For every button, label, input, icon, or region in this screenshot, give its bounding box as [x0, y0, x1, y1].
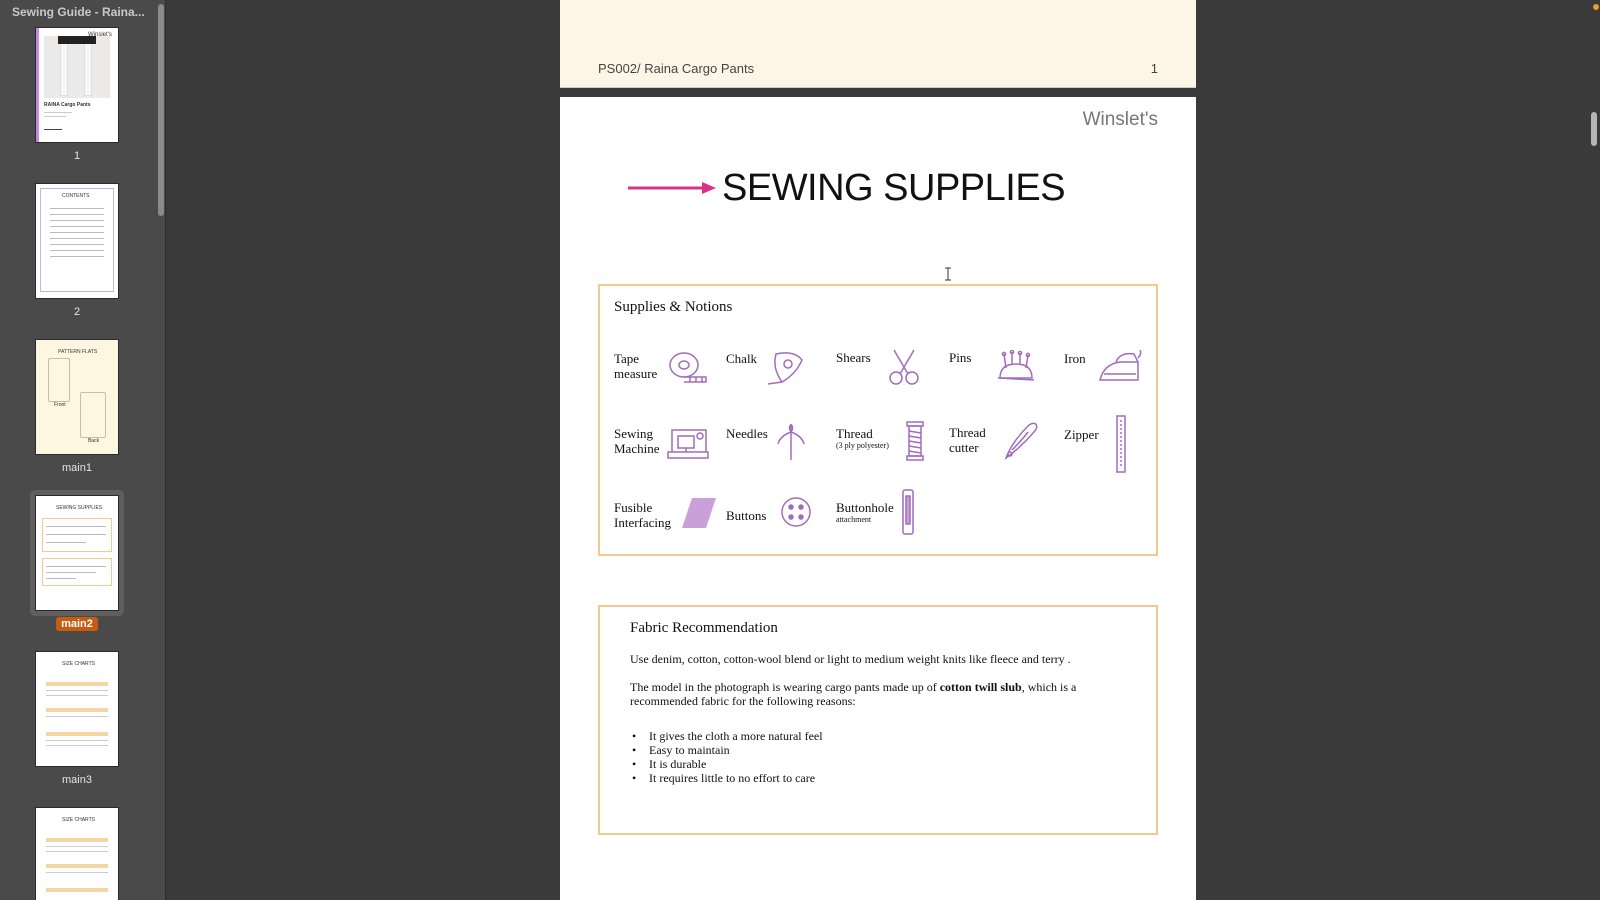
thumbnail-image: Winslet's RAINA Cargo Pants: [36, 28, 118, 142]
main-scroll-thumb[interactable]: [1591, 112, 1597, 146]
thumbnail-image: SIZE CHARTS: [36, 808, 118, 900]
sidebar-scrollbar[interactable]: [157, 0, 165, 900]
iron-icon: [1098, 350, 1142, 386]
supply-pins: Pins: [949, 350, 972, 365]
thumbnail-label: main2: [30, 618, 124, 630]
zipper-icon: [1114, 414, 1128, 474]
supply-tape-measure: Tape measure: [614, 351, 658, 381]
supply-iron: Iron: [1064, 351, 1086, 366]
supply-chalk: Chalk: [726, 351, 758, 366]
thumbnail-label: 1: [73, 150, 81, 162]
list-item: • It gives the cloth a more natural feel: [630, 729, 823, 743]
thumbnail-label: main1: [62, 462, 92, 474]
document-title: Sewing Guide - Raina...: [12, 5, 145, 19]
list-item: • It requires little to no effort to care: [630, 771, 823, 785]
brand-logo: Winslet's: [1082, 109, 1158, 130]
sidebar-scroll-thumb[interactable]: [158, 4, 164, 216]
supply-sewing-machine: Sewing Machine: [614, 426, 660, 456]
supply-needles: Needles: [726, 426, 768, 441]
thumbnail-image: CONTENTS: [36, 184, 118, 298]
list-item: • Easy to maintain: [630, 743, 823, 757]
page-number: 1: [1150, 61, 1158, 76]
arrow-right-icon: [628, 181, 718, 195]
sewing-machine-icon: [666, 422, 710, 460]
status-dot: [1593, 4, 1599, 10]
page-1: [560, 0, 1196, 88]
fabric-recommendation-box: [598, 605, 1158, 835]
supplies-notions-box: [598, 284, 1158, 556]
fabric-paragraph-2: The model in the photograph is wearing cargo pants made up of cotton twill slub, which is a recommended fabric for the following reasons:: [630, 680, 1077, 708]
buttonhole-foot-icon: [900, 488, 916, 536]
box-title: Fabric Recommendation: [630, 620, 778, 636]
supply-shears: Shears: [836, 350, 871, 365]
list-item: • It is durable: [630, 757, 823, 771]
thumbnail-image: SIZE CHARTS: [36, 652, 118, 766]
fabric-reasons-list: [630, 729, 823, 785]
supply-buttons: Buttons: [726, 508, 767, 523]
thread-spool-icon: [904, 420, 926, 462]
shears-icon: [886, 348, 922, 386]
page-main2: [560, 97, 1196, 900]
thread-cutter-icon: [1002, 420, 1040, 462]
thumbnail-sidebar: [0, 0, 166, 900]
page-title: SEWING SUPPLIES: [722, 167, 1066, 209]
thumbnail-image: PATTERN FLATS Front Back: [36, 340, 118, 454]
supply-fusible-interfacing: Fusible Interfacing: [614, 500, 672, 530]
page-footer-title: PS002/ Raina Cargo Pants: [598, 61, 755, 76]
supply-zipper: Zipper: [1064, 427, 1099, 442]
thumbnail-image: SEWING SUPPLIES: [36, 496, 118, 610]
supply-thread-cutter: Thread cutter: [949, 425, 986, 455]
text-cursor-icon: [944, 267, 952, 281]
chalk-icon: [764, 348, 806, 386]
document-view[interactable]: [167, 0, 1600, 900]
supply-thread: Thread (3 ply polyester): [836, 426, 889, 450]
button-icon: [780, 496, 812, 528]
needle-icon: [776, 422, 806, 462]
fabric-paragraph-1: Use denim, cotton, cotton-wool blend or light to medium weight knits like fleece and terry .: [630, 652, 1071, 666]
interfacing-icon: [682, 496, 716, 530]
tape-measure-icon: [668, 350, 710, 384]
box-title: Supplies & Notions: [614, 299, 733, 315]
thumbnail-label: main3: [62, 774, 92, 786]
pincushion-icon: [996, 350, 1036, 386]
supply-buttonhole-attachment: Buttonhole attachment: [836, 500, 894, 524]
thumbnail-label: 2: [73, 306, 81, 318]
